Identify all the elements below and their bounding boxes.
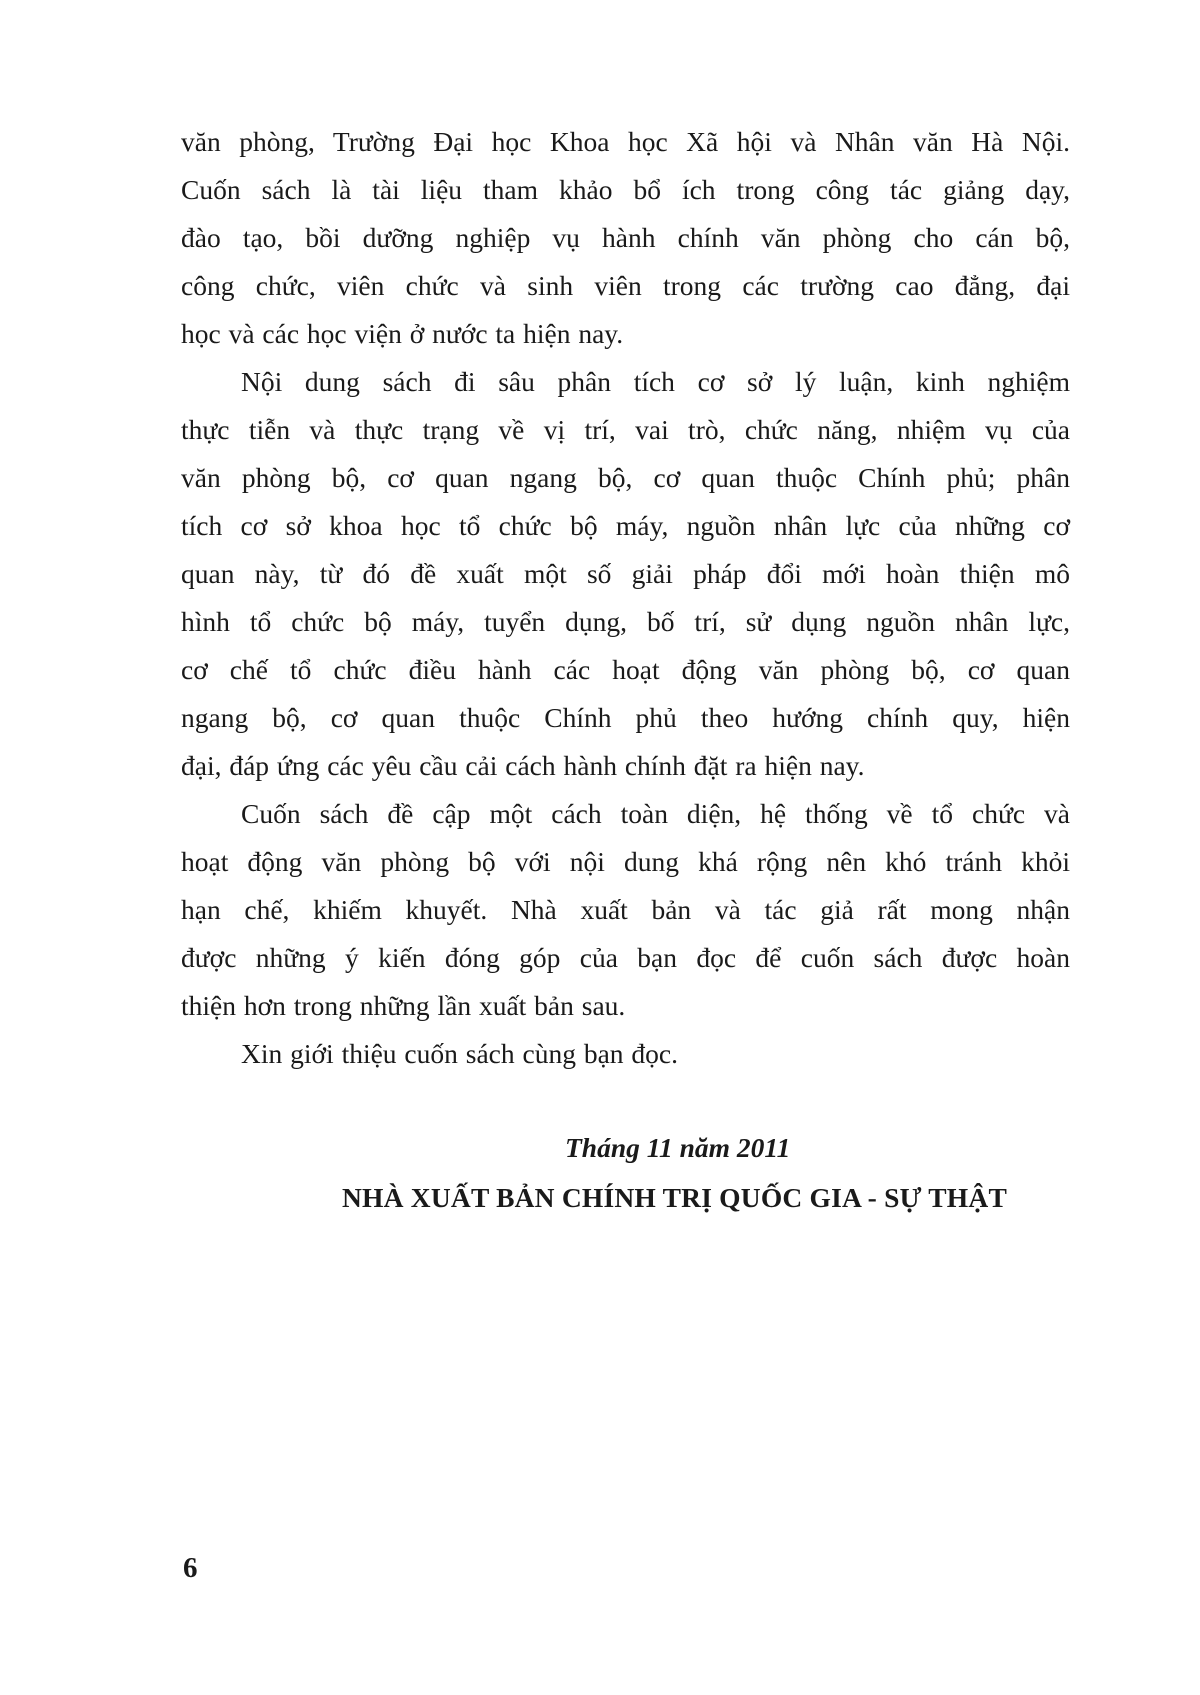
paragraph xyxy=(181,1030,1070,1078)
text-line: Xin giới thiệu cuốn sách cùng bạn đọc. xyxy=(241,1038,678,1069)
text-line: văn phòng bộ, cơ quan ngang bộ, cơ quan thuộc Chính phủ; phân xyxy=(181,462,1070,493)
text-line: Cuốn sách là tài liệu tham khảo bổ ích trong công tác giảng dạy, xyxy=(181,174,1070,205)
signoff-date: Tháng 11 năm 2011 xyxy=(565,1132,791,1163)
paragraph xyxy=(181,118,1070,358)
text-line: hoạt động văn phòng bộ với nội dung khá rộng nên khó tránh khỏi xyxy=(181,846,1070,877)
text-line: Cuốn sách đề cập một cách toàn diện, hệ thống về tổ chức và xyxy=(241,798,1070,829)
text-line: đào tạo, bồi dưỡng nghiệp vụ hành chính văn phòng cho cán bộ, xyxy=(181,222,1070,253)
text-line: tích cơ sở khoa học tổ chức bộ máy, nguồn nhân lực của những cơ xyxy=(181,510,1070,541)
text-line: công chức, viên chức và sinh viên trong các trường cao đẳng, đại xyxy=(181,270,1070,301)
text-line: ngang bộ, cơ quan thuộc Chính phủ theo hướng chính quy, hiện xyxy=(181,702,1070,733)
text-line: đại, đáp ứng các yêu cầu cải cách hành chính đặt ra hiện nay. xyxy=(181,750,865,781)
text-line: hình tổ chức bộ máy, tuyển dụng, bố trí, sử dụng nguồn nhân lực, xyxy=(181,606,1070,637)
text-line: văn phòng, Trường Đại học Khoa học Xã hội và Nhân văn Hà Nội. xyxy=(181,126,1070,157)
body-text xyxy=(181,118,1070,1078)
publisher-name: NHÀ XUẤT BẢN CHÍNH TRỊ QUỐC GIA - SỰ THẬT xyxy=(342,1182,1007,1213)
page-number: 6 xyxy=(183,1552,198,1584)
text-line: học và các học viện ở nước ta hiện nay. xyxy=(181,318,624,349)
text-line: quan này, từ đó đề xuất một số giải pháp đổi mới hoàn thiện mô xyxy=(181,558,1070,589)
paragraph xyxy=(181,790,1070,1030)
text-line: thực tiễn và thực trạng về vị trí, vai trò, chức năng, nhiệm vụ của xyxy=(181,414,1070,445)
text-line: thiện hơn trong những lần xuất bản sau. xyxy=(181,990,626,1021)
text-line: Nội dung sách đi sâu phân tích cơ sở lý luận, kinh nghiệm xyxy=(241,366,1070,397)
text-line: hạn chế, khiếm khuyết. Nhà xuất bản và tác giả rất mong nhận xyxy=(181,894,1070,925)
text-line: cơ chế tổ chức điều hành các hoạt động văn phòng bộ, cơ quan xyxy=(181,654,1070,685)
paragraph xyxy=(181,358,1070,790)
text-line: được những ý kiến đóng góp của bạn đọc để cuốn sách được hoàn xyxy=(181,942,1070,973)
